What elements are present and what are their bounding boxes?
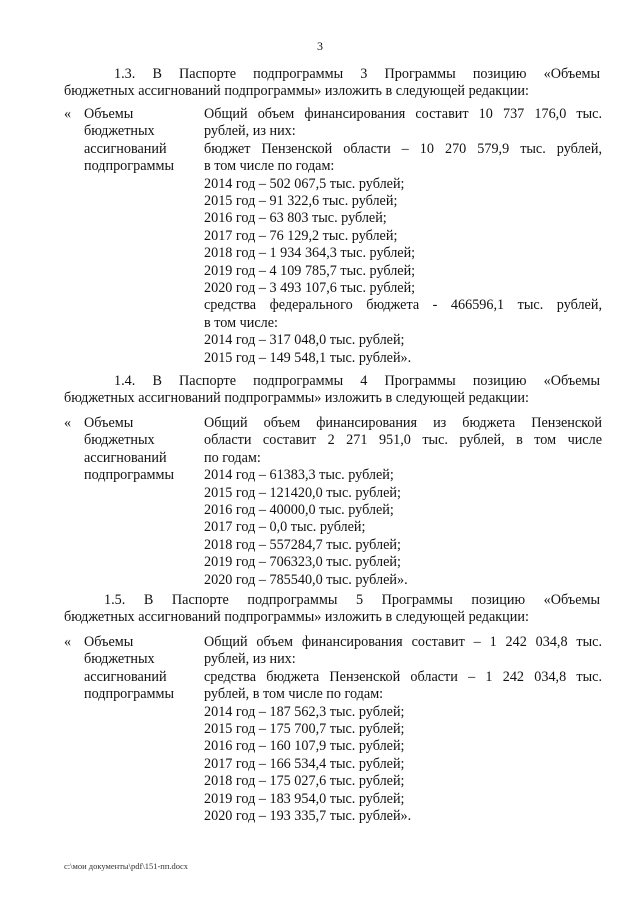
value-line: рублей, из них: xyxy=(204,123,296,140)
open-quote: « xyxy=(64,415,72,431)
value-line: в том числе по годам: xyxy=(204,158,335,175)
value-line: 2020 год – 193 335,7 тыс. рублей». xyxy=(204,808,412,825)
value-line: 2015 год – 91 322,6 тыс. рублей; xyxy=(204,193,398,210)
value-line: в том числе: xyxy=(204,314,278,331)
page-number: 3 xyxy=(317,39,323,53)
label-line: подпрограммы xyxy=(84,467,174,484)
label-line: подпрограммы xyxy=(84,158,174,175)
value-line: рублей, из них: xyxy=(204,651,296,668)
intro-line: 1.4. В Паспорте подпрограммы 4 Программы позицию «Объемы xyxy=(114,373,600,389)
section-intro-1-5 xyxy=(64,592,600,627)
value-line: 2018 год – 557284,7 тыс. рублей; xyxy=(204,536,401,553)
value-line: 2020 год – 3 493 107,6 тыс. рублей; xyxy=(204,280,416,297)
value-line: 2016 год – 63 803 тыс. рублей; xyxy=(204,210,387,227)
intro-line: бюджетных ассигнований подпрограммы» изложить в следующей редакции: xyxy=(64,83,529,100)
value-line: 2014 год – 502 067,5 тыс. рублей; xyxy=(204,175,405,192)
intro-line: бюджетных ассигнований подпрограммы» изложить в следующей редакции: xyxy=(64,390,529,407)
label-line: Объемы xyxy=(84,415,134,431)
value-line: 2019 год – 183 954,0 тыс. рублей; xyxy=(204,790,405,807)
label-lines xyxy=(84,106,194,176)
value-line: 2020 год – 785540,0 тыс. рублей». xyxy=(204,571,408,588)
file-path-footer: c:\мои документы\pdf\151-пп.docx xyxy=(64,861,189,871)
value-line: 2019 год – 706323,0 тыс. рублей; xyxy=(204,554,401,571)
label-line: ассигнований xyxy=(84,140,167,157)
value-line: 2018 год – 175 027,6 тыс. рублей; xyxy=(204,773,405,790)
value-line: 2015 год – 121420,0 тыс. рублей; xyxy=(204,484,401,501)
value-line: 2019 год – 4 109 785,7 тыс. рублей; xyxy=(204,262,416,279)
value-line: 2015 год – 149 548,1 тыс. рублей». xyxy=(204,349,412,366)
label-line: подпрограммы xyxy=(84,686,174,703)
value-line: 2016 год – 160 107,9 тыс. рублей; xyxy=(204,738,405,755)
value-line: области составит 2 271 951,0 тыс. рублей, в том числе xyxy=(204,432,602,449)
open-quote: « xyxy=(64,634,72,650)
label-line: Объемы xyxy=(84,106,134,122)
label-line: ассигнований xyxy=(84,449,167,466)
intro-line: 1.5. В Паспорте подпрограммы 5 Программы позицию «Объемы xyxy=(104,592,600,608)
label-lines xyxy=(84,415,194,485)
value-line: по годам: xyxy=(204,449,261,466)
value-line: 2017 год – 76 129,2 тыс. рублей; xyxy=(204,227,398,244)
value-line: рублей, в том числе по годам: xyxy=(204,686,384,703)
value-line: 2017 год – 0,0 тыс. рублей; xyxy=(204,519,366,536)
label-line: Объемы xyxy=(84,634,134,650)
open-quote: « xyxy=(64,106,72,122)
value-line: 2014 год – 187 562,3 тыс. рублей; xyxy=(204,703,405,720)
value-line: средства федерального бюджета - 466596,1 тыс. рублей, xyxy=(204,297,602,314)
section-intro-1-3 xyxy=(64,66,600,101)
value-line: 2016 год – 40000,0 тыс. рублей; xyxy=(204,502,394,519)
value-line: бюджет Пензенской области – 10 270 579,9 тыс. рублей, xyxy=(204,140,602,157)
intro-line: бюджетных ассигнований подпрограммы» изложить в следующей редакции: xyxy=(64,609,529,626)
position-value xyxy=(204,106,602,367)
value-line: Общий объем финансирования составит 10 737 176,0 тыс. xyxy=(204,106,602,122)
label-line: бюджетных xyxy=(84,651,155,668)
value-line: 2018 год – 1 934 364,3 тыс. рублей; xyxy=(204,245,416,262)
value-line: Общий объем финансирования составит – 1 242 034,8 тыс. xyxy=(204,634,602,650)
intro-line: 1.3. В Паспорте подпрограммы 3 Программы позицию «Объемы xyxy=(114,66,600,82)
position-value xyxy=(204,415,602,589)
value-line: средства бюджета Пензенской области – 1 242 034,8 тыс. xyxy=(204,668,602,685)
label-line: ассигнований xyxy=(84,668,167,685)
label-lines xyxy=(84,634,194,704)
value-line: 2017 год – 166 534,4 тыс. рублей; xyxy=(204,755,405,772)
label-line: бюджетных xyxy=(84,123,155,140)
value-line: 2014 год – 317 048,0 тыс. рублей; xyxy=(204,332,405,349)
value-line: 2014 год – 61383,3 тыс. рублей; xyxy=(204,467,394,484)
label-line: бюджетных xyxy=(84,432,155,449)
section-intro-1-4 xyxy=(64,373,600,408)
value-line: 2015 год – 175 700,7 тыс. рублей; xyxy=(204,721,405,738)
value-line: Общий объем финансирования из бюджета Пензенской xyxy=(204,415,602,431)
position-value xyxy=(204,634,602,825)
